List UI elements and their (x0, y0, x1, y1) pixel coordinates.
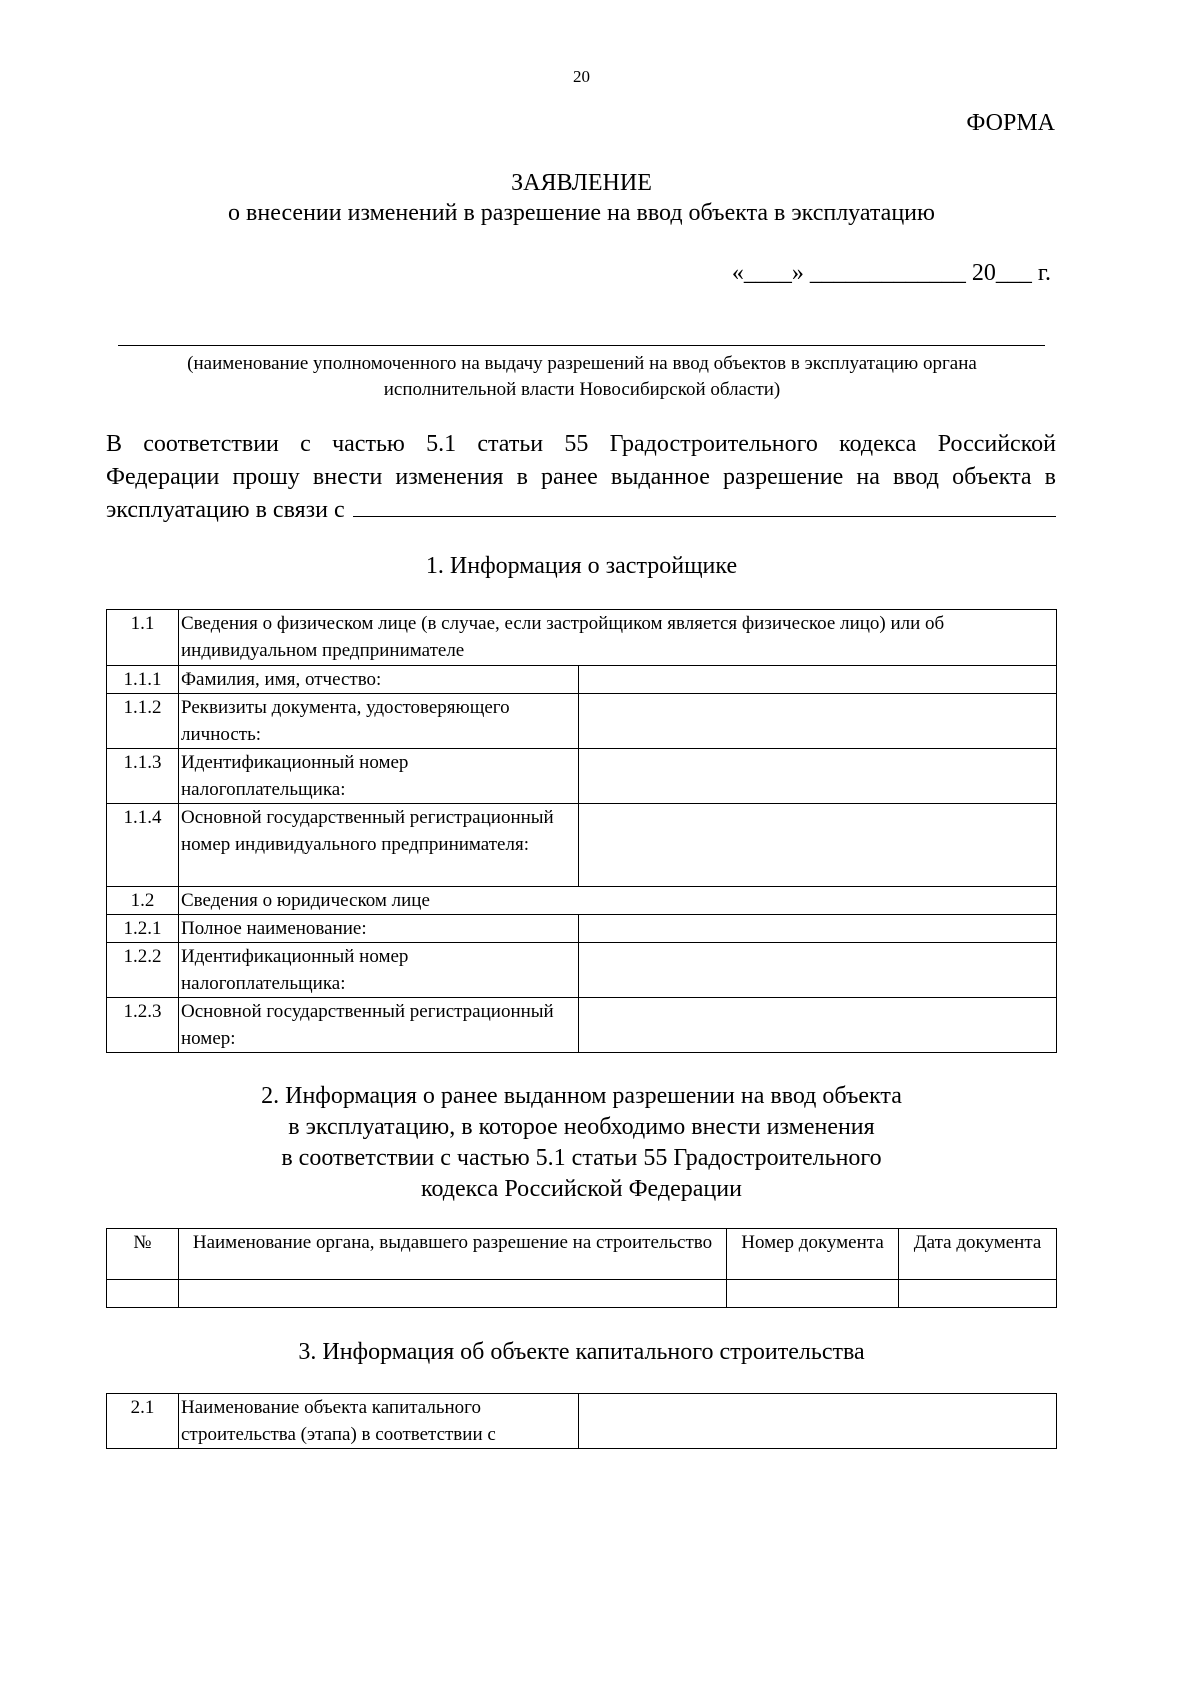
row-label: Фамилия, имя, отчество: (179, 666, 579, 694)
row-number: 1.2 (107, 887, 179, 915)
object-info-table (106, 1393, 1057, 1449)
form-label: ФОРМА (966, 110, 1055, 136)
row-value-cell[interactable] (579, 943, 1057, 998)
row-value-cell[interactable] (579, 804, 1057, 887)
table-row (107, 943, 1057, 998)
table-row (107, 610, 1057, 666)
row-number: 1.1.2 (107, 694, 179, 749)
row-label: Наименование объекта капитального строительства (этапа) в соответствии с (179, 1394, 579, 1449)
row-label: Сведения о юридическом лице (179, 887, 1057, 915)
table-row (107, 749, 1057, 804)
row-label: Сведения о физическом лице (в случае, если застройщиком является физическое лицо) или об индивидуальном предпринимателе (179, 610, 1057, 666)
organization-caption (108, 351, 1056, 403)
row-value-cell[interactable] (579, 915, 1057, 943)
paragraph-last-line (106, 494, 1056, 527)
column-header: Номер документа (727, 1229, 899, 1280)
column-header: Наименование органа, выдавшего разрешение на строительство (179, 1229, 727, 1280)
organization-caption-line: (наименование уполномоченного на выдачу разрешений на ввод объектов в эксплуатацию органа (187, 353, 977, 374)
date-line: «____» _____________ 20___ г. (731, 260, 1051, 286)
row-number: 1.2.1 (107, 915, 179, 943)
table-row (107, 1394, 1057, 1449)
table-row (107, 1280, 1057, 1308)
table-cell[interactable] (179, 1280, 727, 1308)
permit-info-table (106, 1228, 1057, 1308)
row-number: 2.1 (107, 1394, 179, 1449)
heading-line: в эксплуатацию, в которое необходимо внести изменения (288, 1114, 875, 1140)
table-row (107, 694, 1057, 749)
row-label: Полное наименование: (179, 915, 579, 943)
section1-heading: 1. Информация о застройщике (425, 553, 738, 579)
row-label: Идентификационный номер налогоплательщика: (179, 943, 579, 998)
paragraph-line: В соответствии с частью 5.1 статьи 55 Градостроительного кодекса Российской (106, 431, 1056, 457)
page-number: 20 (573, 67, 590, 86)
row-number: 1.2.2 (107, 943, 179, 998)
row-number: 1.2.3 (107, 998, 179, 1053)
heading-line: в соответствии с частью 5.1 статьи 55 Градостроительного (281, 1145, 882, 1171)
section2-heading (0, 1081, 1163, 1205)
row-label: Идентификационный номер налогоплательщика: (179, 749, 579, 804)
row-number: 1.1 (107, 610, 179, 666)
section3-heading: 3. Информация об объекте капитального строительства (298, 1339, 865, 1365)
table-row (107, 804, 1057, 887)
table-header-row (107, 1229, 1057, 1280)
row-value-cell[interactable] (579, 998, 1057, 1053)
paragraph-line: Федерации прошу внести изменения в ранее выданное разрешение на ввод объекта в (106, 464, 1056, 490)
organization-fill-line (118, 345, 1045, 346)
row-label: Основной государственный регистрационный номер: (179, 998, 579, 1053)
row-label: Основной государственный регистрационный номер индивидуального предпринимателя: (179, 804, 579, 887)
table-row (107, 998, 1057, 1053)
document-subtitle: о внесении изменений в разрешение на ввод объекта в эксплуатацию (228, 200, 935, 226)
table-row (107, 666, 1057, 694)
column-header: Дата документа (899, 1229, 1057, 1280)
row-label: Реквизиты документа, удостоверяющего личность: (179, 694, 579, 749)
row-value-cell[interactable] (579, 694, 1057, 749)
heading-line: кодекса Российской Федерации (421, 1176, 742, 1202)
row-number: 1.1.4 (107, 804, 179, 887)
document-title: ЗАЯВЛЕНИЕ (511, 170, 652, 196)
table-row (107, 887, 1057, 915)
row-number: 1.1.3 (107, 749, 179, 804)
row-value-cell[interactable] (579, 1394, 1057, 1449)
organization-caption-line: исполнительной власти Новосибирской области) (383, 379, 781, 400)
reason-fill-line (353, 494, 1056, 517)
row-number: 1.1.1 (107, 666, 179, 694)
row-value-cell[interactable] (579, 749, 1057, 804)
table-cell[interactable] (899, 1280, 1057, 1308)
paragraph-line: эксплуатацию в связи с (106, 497, 345, 523)
table-cell[interactable] (727, 1280, 899, 1308)
developer-info-table (106, 609, 1057, 1053)
row-value-cell[interactable] (579, 666, 1057, 694)
table-row (107, 915, 1057, 943)
request-paragraph (106, 428, 1056, 527)
heading-line: 2. Информация о ранее выданном разрешении на ввод объекта (261, 1083, 902, 1109)
column-header: № (107, 1229, 179, 1280)
table-cell[interactable] (107, 1280, 179, 1308)
